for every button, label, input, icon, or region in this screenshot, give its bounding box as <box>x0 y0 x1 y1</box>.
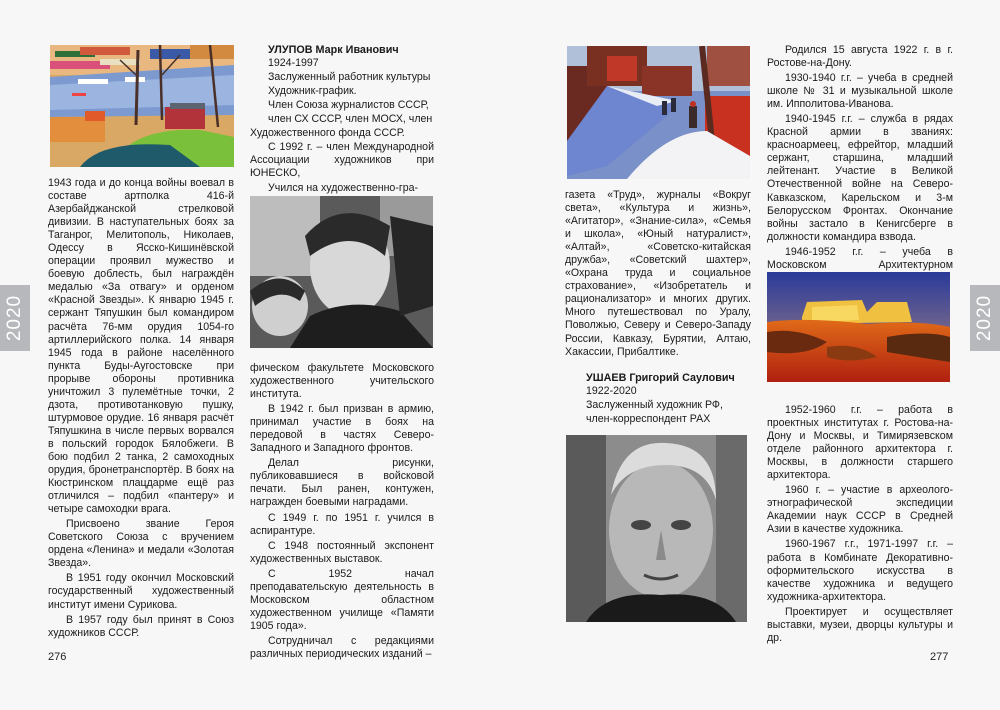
artist-title: Заслуженный работник культуры <box>268 71 431 84</box>
paragraph: 1940-1945 г.г. – служба в рядах Красной армии в званиях: красноармеец, ефрейтор, младший сержант, старшина, младший лейтенант. Участие в Великой Отечественной войне на Северо-Кавказском, Карельском и 3-м Белорусском Фронтах. Окончание войны застало в Кенигсберге в должности командира взвода. <box>767 113 953 243</box>
paragraph: газета «Труд», журналы «Вокруг света», «Культура и жизнь», «Агитатор», «Знание-сила», «Семья и школа», «Юный натуралист», «Алтай», «Советско-китайская дружба», «Советский шахтер», «Охрана труда и социальное страхование», «Изобретатель и рационализатор» и многих других. Много путешествовал по Уралу, Поволжью, Северу и Северо-Западу России, Кавказу, Бурятии, Алтаю, Хакассии, Прибалтике. <box>565 189 751 358</box>
artist-name: УЛУПОВ Марк Иванович <box>268 44 399 56</box>
paragraph: 1946-1952 г.г. – учеба в Московском Архитектурном <box>767 245 953 271</box>
portrait-photo-ushaev <box>566 435 747 622</box>
paragraph: С 1992 г. – член Международной Ассоциации художников при ЮНЕСКО, <box>250 141 434 180</box>
paragraph: В 1951 году окончил Московский государственный художественный институт имени Сурикова. <box>48 572 234 611</box>
year-side-tab-left <box>0 285 30 351</box>
column-right-2-top <box>767 44 953 287</box>
paragraph: 1952-1960 г.г. – работа в проектных институтах г. Ростова-на-Дону и Москвы, и Тимирязевском отделе районного архитектора г. Москвы, в должности старшего архитектора. <box>767 404 953 482</box>
artist-title: член СХ СССР, член МОСХ, член <box>268 113 433 126</box>
column-left-2 <box>250 362 434 663</box>
column-left-1 <box>48 177 234 642</box>
paragraph: фическом факультете Московского художественного учительского института. <box>250 362 434 401</box>
artist-years: 1924-1997 <box>268 57 319 70</box>
page-number-left: 276 <box>48 651 67 663</box>
artist-title: Художественного фонда СССР. <box>250 127 405 140</box>
artist-years: 1922-2020 <box>586 385 637 398</box>
artist-title: Член Союза журналистов СССР, <box>268 99 429 112</box>
year-label: 2020 <box>974 294 995 342</box>
artist-header-ulupov <box>250 44 434 197</box>
paragraph: Сотрудничал с редакциями различных периодических изданий – <box>250 634 434 660</box>
year-side-tab-right <box>970 285 1000 351</box>
paragraph: Делал рисунки, публиковавшиеся в войсковой печати. Был ранен, контужен, награжден боевыми наградами. <box>250 457 434 509</box>
paragraph: 1960-1967 г.г., 1971-1997 г.г. – работа в Комбинате Декоративно-оформительского искусства в качестве художника и ведущего художника-архитектора. <box>767 538 953 603</box>
landscape-painting <box>50 45 234 167</box>
right-page <box>500 0 1000 710</box>
year-label: 2020 <box>4 294 25 342</box>
artist-header-ushaev <box>568 372 752 427</box>
paragraph: Проектирует и осуществляет выставки, музеи, дворцы культуры и др. <box>767 605 953 644</box>
paragraph: 1960 г. – участие в археолого-этнографической экспедиции Академии наук СССР в Средней Азии в качестве художника. <box>767 484 953 536</box>
paragraph: С 1952 начал преподавательскую деятельность в Московском областном художественном училище «Памяти 1905 года». <box>250 567 434 632</box>
paragraph: Присвоено звание Героя Советского Союза с вручением ордена «Ленина» и медали «Золотая Звезда». <box>48 518 234 570</box>
paragraph: С 1949 г. по 1951 г. учился в аспирантуре. <box>250 511 434 537</box>
artist-title: член-корреспондент РАХ <box>586 413 711 426</box>
portrait-photo-ulupov <box>250 196 433 348</box>
winter-street-painting <box>567 46 750 179</box>
artist-title: Художник-график. <box>268 85 357 98</box>
paragraph: Родился 15 августа 1922 г. в г. Ростове-на-Дону. <box>767 44 953 70</box>
paragraph: 1930-1940 г.г. – учеба в средней школе № 31 и музыкальной школе им. Ипполитова-Иванова. <box>767 72 953 111</box>
desert-ruins-painting <box>767 272 950 382</box>
paragraph: 1943 года и до конца войны воевал в составе артполка 416-й Азербайджанской стрелковой дивизии. В наступательных боях за Таганрог, Мелитополь, Николаев, Одессу в Ясско-Кишинёвской операции проявил мужество и боевую доблесть, был награждён медалью «За отвагу» и орденом «Красной Звезды». К январю 1945 г. сержант Тяпушкин был командиром расчёта 76-мм орудия 1054-го артиллерийского полка. 14 января 1945 года в районе населённого пункта Буды-Аугостовске при прорыве обороны противника уничтожил 3 пулемётные точки, 2 дзота, противотанковую пушку, штурмовое орудие. 16 января расчёт Тяпушкина в числе первых ворвался в польский городок Бялобжеги. В бою подбил 2 танка, 2 самоходных орудия, бронетранспортёр. В боях на Кюстринском плацдарме ещё раз отличился – подбил «пантеру» и четыре самоходки врага. <box>48 177 234 516</box>
artist-name: УШАЕВ Григорий Саулович <box>586 372 735 384</box>
paragraph: В 1942 г. был призван в армию, принимал участие в боях на передовой в частях Северо-Западного и Западного фронтов. <box>250 403 434 455</box>
column-right-2-bottom <box>767 404 953 647</box>
paragraph: В 1957 году был принят в Союз художников СССР. <box>48 613 234 639</box>
paragraph: С 1948 постоянный экспонент художественных выставок. <box>250 539 434 565</box>
artist-title: Заслуженный художник РФ, <box>586 399 723 412</box>
paragraph: Учился на художественно-гра- <box>268 182 419 195</box>
page-number-right: 277 <box>930 651 949 663</box>
column-right-1 <box>565 189 751 361</box>
